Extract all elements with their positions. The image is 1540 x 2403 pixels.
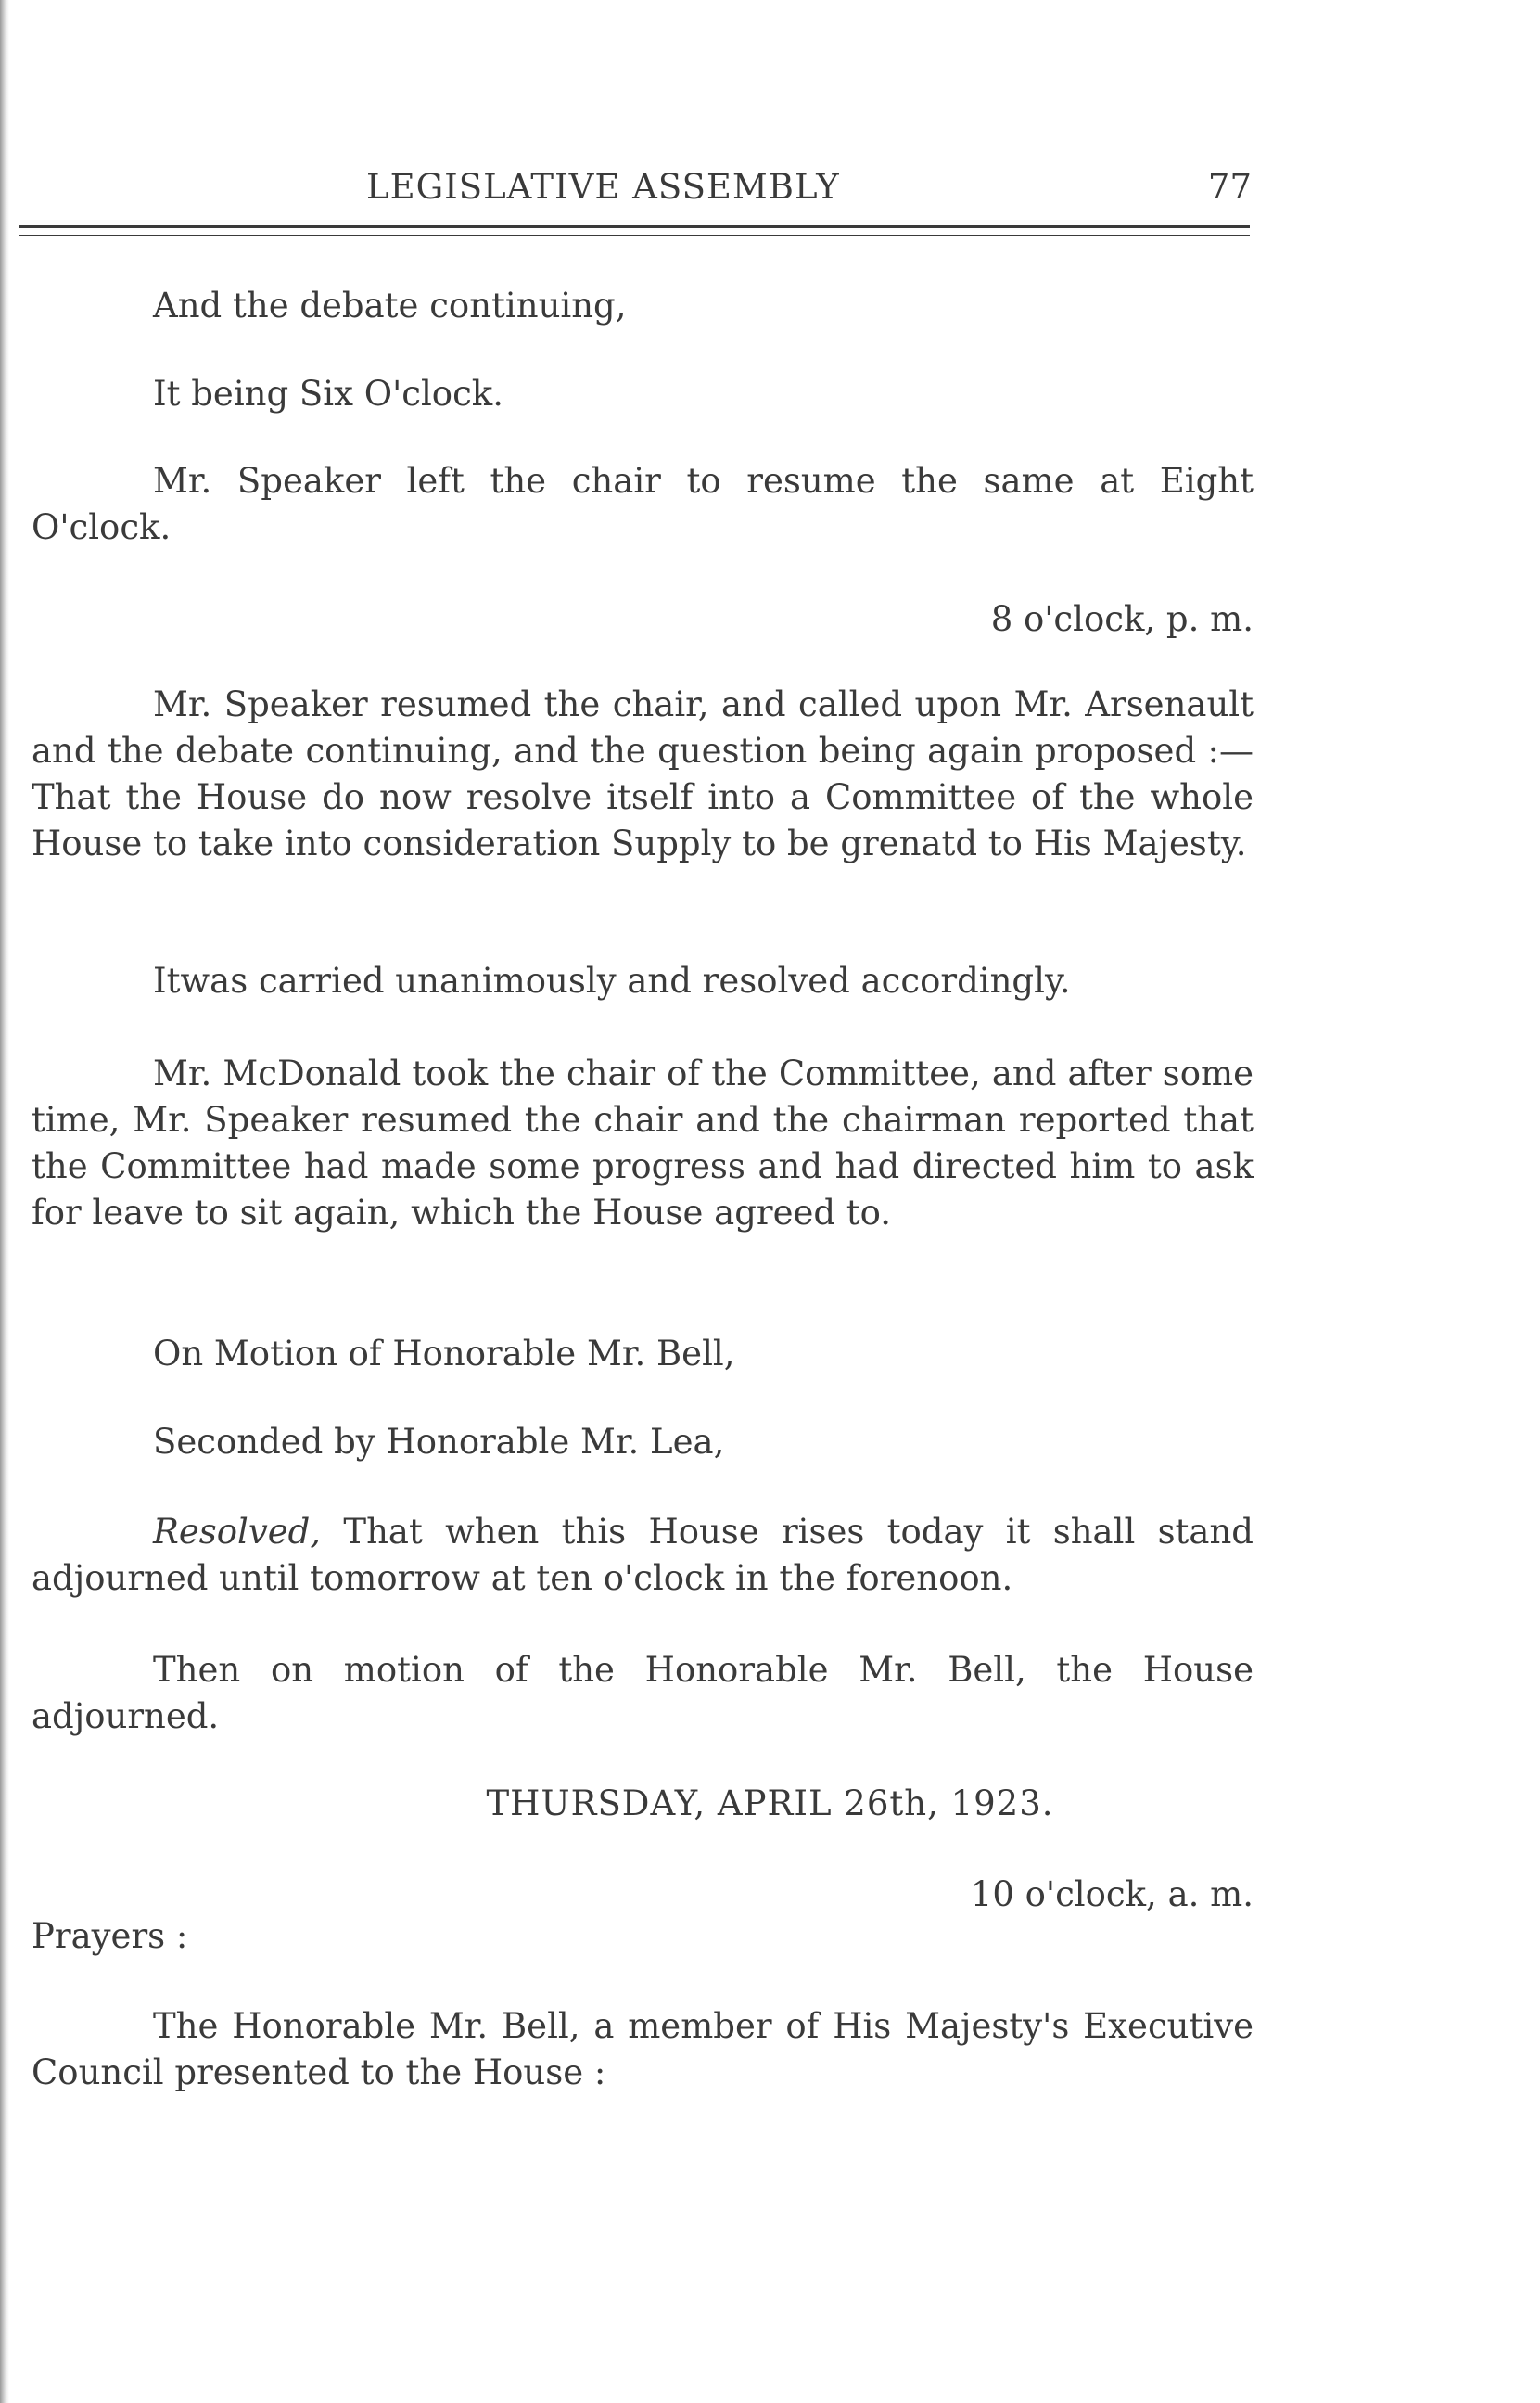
paragraph-debate-continuing: And the debate continuing,	[153, 286, 627, 326]
header-rule-bottom	[19, 235, 1250, 236]
paragraph-carried-unanimously: Itwas carried unanimously and resolved accordingly.	[153, 961, 1071, 1001]
paragraph-bell-presented: The Honorable Mr. Bell, a member of His Majesty's Executive Council presented to the House :	[32, 2006, 1254, 2092]
paragraph-mcdonald-committee: Mr. McDonald took the chair of the Committee, and after some time, Mr. Speaker resumed the chair and the chairman reported that the Committee had made some progress and had directed him to ask for leave to sit again, which the House agreed to.	[32, 1054, 1254, 1233]
running-title: LEGISLATIVE ASSEMBLY	[366, 167, 840, 207]
date-heading: THURSDAY, APRIL 26th, 1923.	[486, 1783, 1054, 1823]
page-header	[19, 167, 1252, 223]
page-number: 77	[1207, 167, 1252, 207]
paragraph-resolved	[32, 1509, 1254, 1602]
prayers-label: Prayers :	[32, 1916, 188, 1956]
time-eight-pm: 8 o'clock, p. m.	[990, 599, 1254, 639]
paragraph-six-oclock: It being Six O'clock.	[153, 374, 503, 414]
paragraph-speaker-resumed: Mr. Speaker resumed the chair, and called upon Mr. Arsenault and the debate continuing, and the question being again proposed :—That the House do now resolve itself into a Committee of the whole House to take into consideration Supply to be grenatd to His Majesty.	[32, 684, 1254, 863]
resolved-text: That when this House rises today it shall stand adjourned until tomorrow at ten o'clock in the forenoon.	[32, 1512, 1254, 1598]
paragraph-speaker-left: Mr. Speaker left the chair to resume the same at Eight O'clock.	[32, 461, 1254, 547]
header-rule-top	[19, 225, 1250, 228]
paragraph-seconded-lea: Seconded by Honorable Mr. Lea,	[153, 1422, 725, 1462]
time-ten-am: 10 o'clock, a. m.	[970, 1874, 1254, 1914]
page-edge-shadow	[0, 0, 9, 2403]
paragraph-motion-bell: On Motion of Honorable Mr. Bell,	[153, 1334, 735, 1374]
paragraph-house-adjourned: Then on motion of the Honorable Mr. Bell, the House adjourned.	[32, 1650, 1254, 1736]
resolved-italic: Resolved,	[153, 1512, 322, 1552]
